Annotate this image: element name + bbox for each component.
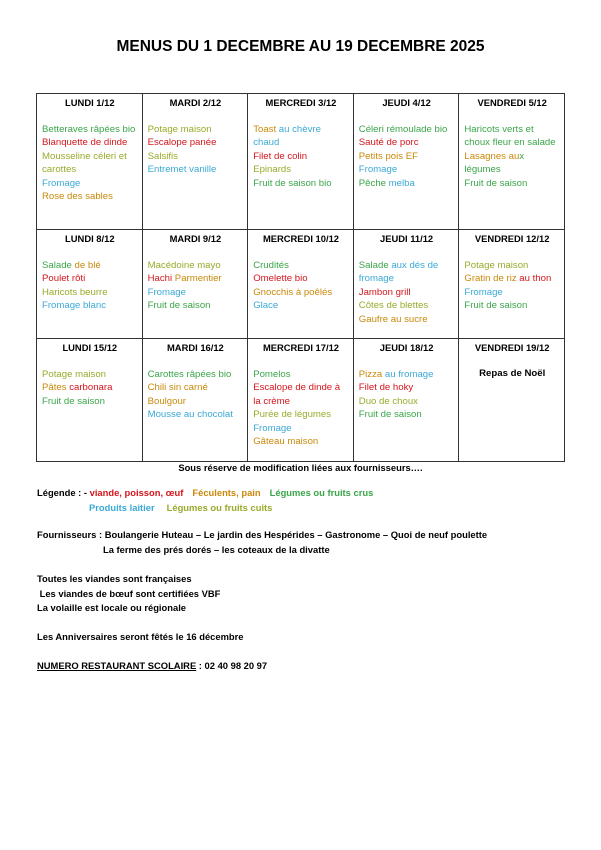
meat-info-line: Toutes les viandes sont françaises [37,573,192,584]
menu-item [148,395,244,409]
phone-label: NUMERO RESTAURANT SCOLAIRE [37,660,197,671]
menu-item-text: Pizza [358,368,385,380]
menu-item-text: Parmentier [174,273,222,284]
menu-item [148,150,244,164]
legend-cooked: Légumes ou fruits cuits [166,501,273,513]
menu-item-text: Lasagnes au [464,150,520,162]
menu-item-text: Sauté de porc [358,137,419,148]
day-cell [459,339,565,462]
menu-item [464,123,560,150]
day-header: JEUDI 11/12 [379,233,434,244]
menu-item [464,150,560,177]
menu-item [253,123,349,150]
menu-item-text: Crudités [253,259,289,271]
menu-item [359,286,455,300]
legend [37,486,378,515]
day-cell [353,94,459,230]
menu-item [42,150,138,177]
menu-item [253,381,349,408]
menu-item [253,435,349,449]
menu-item-text: Pâtes [42,382,70,393]
menu-item-text: Blanquette de dinde [42,137,128,148]
menu-item-text: Potage maison [42,368,106,380]
menu-item-text: Escalope panée [147,137,217,148]
phone-number: 02 40 98 20 97 [204,660,268,671]
menu-item [253,299,349,313]
menu-item [148,286,244,300]
menu-item [148,123,244,137]
menu-item-text: Glace [253,300,279,311]
menu-item [359,381,455,395]
menu-item [42,286,138,300]
suppliers [37,528,487,557]
menu-item [148,368,244,382]
menu-item-text: Macédoine mayo [147,259,221,271]
page-title: MENUS DU 1 DECEMBRE AU 19 DECEMBRE 2025 [116,38,485,55]
day-header: VENDREDI 12/12 [474,233,550,244]
day-header: JEUDI 4/12 [382,97,431,108]
menu-item-text: Gâteau maison [253,436,319,447]
meat-info-line: La volaille est locale ou régionale [37,602,187,613]
day-cell [459,230,565,339]
menu-item-text: Poulet rôti [42,273,86,284]
special-meal: Repas de Noël [479,367,546,379]
menu-item [148,408,244,422]
menu-item-text: melba [388,177,415,189]
menu-item [359,123,455,137]
menu-item-text: Gratin de riz [464,273,520,284]
menu-item [359,395,455,409]
menu-item-text: Fromage [42,177,81,189]
menu-item [42,136,138,150]
menu-item [42,299,138,313]
menu-item-text: Boulgour [147,395,186,407]
menu-item-text: Purée de légumes [253,409,332,420]
day-cell [142,94,248,230]
menu-item [253,272,349,286]
menu-item-text: Betteraves râpées bio [42,123,136,135]
menu-item-text: Pêche [358,177,389,189]
menu-item [148,136,244,150]
week-row [37,94,565,230]
menu-item-text: au fromage [384,368,434,380]
day-cell [353,230,459,339]
week-row [37,339,565,462]
menu-item-text: Fruit de saison [464,177,528,189]
menu-item-text: Gnocchis à poêlés [253,286,333,298]
legend-dairy: Produits laitier [89,501,155,513]
menu-item-text: Carottes râpées bio [147,368,232,380]
menu-item [253,408,349,422]
menu-item [359,177,455,191]
day-header: MARDI 16/12 [166,342,224,353]
day-header: MARDI 9/12 [169,233,222,244]
day-header: LUNDI 8/12 [65,233,115,244]
menu-item-text: au thon [519,273,552,284]
menu-item-text: Omelette bio [253,273,308,284]
menu-item [253,368,349,382]
day-cell [37,339,143,462]
day-cell [142,230,248,339]
menu-item [253,422,349,436]
menu-item [464,299,560,313]
day-cell [248,339,354,462]
menu-item [359,313,455,327]
suppliers-line2: La ferme des prés dorés – les coteaux de la divatte [103,543,330,555]
menu-item [148,381,244,395]
day-cell [37,94,143,230]
menu-item-text: Fromage [253,422,292,434]
menu-item [359,163,455,177]
menu-item [148,259,244,273]
phone-sep: : [196,660,205,671]
menu-item [253,163,349,177]
menu-item [253,259,349,273]
menu-item [42,259,138,273]
menu-item [148,163,244,177]
menu-item [42,395,138,409]
menu-item-text: Côtes de blettes [358,300,429,311]
phone-line [37,659,267,674]
menu-item-text: Mousse au chocolat [147,409,233,420]
menu-item [253,286,349,300]
meat-info [37,572,220,616]
week-row [37,230,565,339]
menu-item-text: Filet de colin [253,150,308,162]
menu-item [359,368,455,382]
menu-item [359,259,455,286]
menu-item-text: Chili sin carné [147,382,208,393]
menu-item-text: Salade [42,259,75,271]
menu-item-text: Filet de hoky [358,382,414,393]
menu-item-text: Gaufre au sucre [358,313,428,325]
menu-item [464,259,560,273]
menu-item-text: Hachi [147,273,175,284]
menu-item-text: Fruit de saison [464,300,528,311]
day-cell [459,94,565,230]
day-header: VENDREDI 5/12 [477,97,547,108]
meat-info-line: Les viandes de bœuf sont certifiées VBF [37,587,221,599]
day-header: MERCREDI 10/12 [262,233,340,244]
menu-item [42,190,138,204]
menu-item-text: de blé [74,259,101,271]
menu-item [42,177,138,191]
menu-item [464,177,560,191]
menu-item-text: Haricots verts et choux fleur en salade [464,123,556,148]
menu-item-text: Rose des sables [42,191,113,202]
menu-item-text: Entremet vanille [147,164,217,175]
menu-item-text: Fromage blanc [42,300,106,311]
menu-item-text: Fromage [147,286,186,298]
legend-raw: Légumes ou fruits crus [269,487,374,498]
menu-item [148,272,244,286]
day-header: JEUDI 18/12 [379,342,434,353]
menu-item-text: Epinards [253,164,292,175]
day-header: MARDI 2/12 [169,97,222,108]
legend-meat: viande, poisson, œuf [89,487,184,498]
menu-item-text: Céleri rémoulade bio [358,123,448,135]
menu-item-text: Escalope de dinde à la crème [253,382,343,407]
menu-item-text: Haricots beurre [42,286,108,298]
menu-item-text: Salsifis [147,150,178,162]
day-header: LUNDI 1/12 [65,97,115,108]
menu-item [359,150,455,164]
day-cell [37,230,143,339]
reserve-note: Sous réserve de modification liées aux fournisseurs…. [178,462,423,473]
menu-item-text: Potage maison [147,123,212,135]
day-cell [353,339,459,462]
menu-item [359,408,455,422]
day-header: LUNDI 15/12 [62,342,118,353]
menu-item [359,136,455,150]
menu-item-text: Toast [253,123,279,135]
day-header: MERCREDI 3/12 [265,97,337,108]
menu-item-text: Fruit de saison bio [253,177,332,189]
day-cell [142,339,248,462]
menu-item-text: carbonara [69,382,113,393]
menu-item-text: Fromage [358,164,398,175]
menu-item-text: au chèvre chaud [253,123,324,148]
legend-label: Légende : - [37,487,90,498]
menu-item-text: Potage maison [464,259,529,271]
legend-starch: Féculents, pain [192,487,261,498]
menu-item [42,381,138,395]
menu-item [464,286,560,300]
menu-item-text: Fruit de saison [42,395,105,407]
day-header: MERCREDI 17/12 [262,342,340,353]
menu-item-text: Fromage [464,286,503,298]
menu-item-text: Salade [358,259,392,271]
menu-item-text: Pomelos [253,368,291,380]
menu-item-text: aux dés de fromage [358,259,441,284]
menu-item [464,272,560,286]
birthday-note: Les Anniversaires seront fêtés le 16 décembre [37,631,244,642]
menu-table [36,93,565,462]
menu-item [359,299,455,313]
day-cell [248,230,354,339]
menu-item [42,368,138,382]
menu-item [148,299,244,313]
menu-item-text: Jambon grill [358,286,411,298]
menu-item-text: Fruit de saison [358,409,422,420]
menu-item-text: Duo de choux [358,395,418,407]
menu-item-text: Mousseline céleri et carottes [42,150,130,175]
menu-item [42,272,138,286]
menu-item-text: Fruit de saison [147,300,211,311]
day-header: VENDREDI 19/12 [474,342,550,353]
menu-item [42,123,138,137]
suppliers-line1: Fournisseurs : Boulangerie Huteau – Le jardin des Hespérides – Gastronome – Quoi de neuf poulette [37,529,488,540]
menu-item-text: x légumes [464,150,527,175]
day-cell [248,94,354,230]
menu-item [253,150,349,164]
menu-item [253,177,349,191]
menu-item-text: Petits pois EF [358,150,418,162]
